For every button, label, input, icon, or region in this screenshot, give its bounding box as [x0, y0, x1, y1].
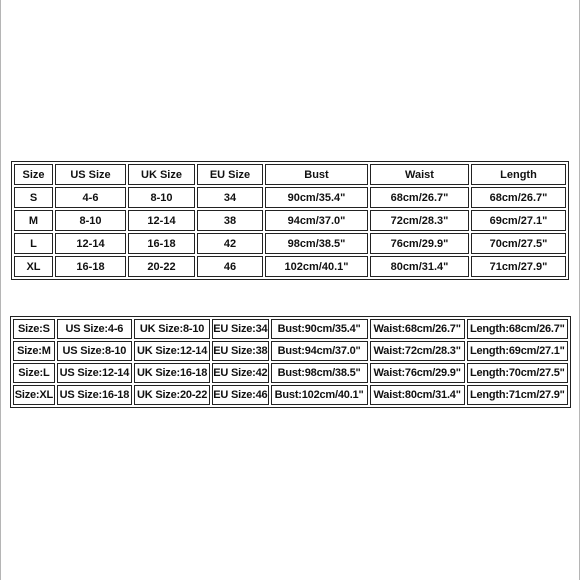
table-cell: 12-14 [128, 210, 195, 231]
table-cell: UK Size:16-18 [134, 363, 210, 383]
size-list-body [13, 319, 568, 405]
table-row [14, 210, 566, 231]
table-cell: 71cm/27.9" [471, 256, 566, 277]
header-cell: US Size [55, 164, 126, 185]
table-cell: 70cm/27.5" [471, 233, 566, 254]
table-cell: UK Size:20-22 [134, 385, 210, 405]
table-cell: 12-14 [55, 233, 126, 254]
table-row [14, 256, 566, 277]
table-row [13, 385, 568, 405]
table-cell: 38 [197, 210, 263, 231]
table-row [14, 187, 566, 208]
table-cell: 8-10 [55, 210, 126, 231]
size-list-table [10, 316, 571, 408]
table-cell: 90cm/35.4" [265, 187, 368, 208]
table-cell: Bust:94cm/37.0" [271, 341, 368, 361]
header-cell: Waist [370, 164, 469, 185]
size-chart-table [11, 161, 569, 280]
table-cell: S [14, 187, 53, 208]
table-cell: 34 [197, 187, 263, 208]
table-cell: Length:70cm/27.5" [467, 363, 568, 383]
table-cell: 16-18 [55, 256, 126, 277]
table-cell: 4-6 [55, 187, 126, 208]
table-cell: UK Size:8-10 [134, 319, 210, 339]
table-row [14, 233, 566, 254]
table-cell: Size:S [13, 319, 55, 339]
header-cell: Bust [265, 164, 368, 185]
table-cell: 80cm/31.4" [370, 256, 469, 277]
header-cell: Size [14, 164, 53, 185]
table-cell: US Size:16-18 [57, 385, 132, 405]
table-cell: Waist:68cm/26.7" [370, 319, 465, 339]
table-cell: 46 [197, 256, 263, 277]
table-cell: 94cm/37.0" [265, 210, 368, 231]
table-cell: Length:69cm/27.1" [467, 341, 568, 361]
table-cell: L [14, 233, 53, 254]
header-cell: Length [471, 164, 566, 185]
table-cell: Size:XL [13, 385, 55, 405]
table-cell: US Size:4-6 [57, 319, 132, 339]
table-cell: Waist:80cm/31.4" [370, 385, 465, 405]
header-cell: EU Size [197, 164, 263, 185]
table-cell: EU Size:42 [212, 363, 268, 383]
table-row [13, 341, 568, 361]
table-cell: XL [14, 256, 53, 277]
table-cell: Size:L [13, 363, 55, 383]
header-cell: UK Size [128, 164, 195, 185]
table-cell: 68cm/26.7" [471, 187, 566, 208]
table-cell: US Size:8-10 [57, 341, 132, 361]
table-cell: Waist:72cm/28.3" [370, 341, 465, 361]
table-cell: Bust:90cm/35.4" [271, 319, 368, 339]
table-cell: 102cm/40.1" [265, 256, 368, 277]
table-cell: US Size:12-14 [57, 363, 132, 383]
table-cell: 20-22 [128, 256, 195, 277]
size-chart-body [14, 164, 566, 277]
table-cell: 72cm/28.3" [370, 210, 469, 231]
table-cell: Waist:76cm/29.9" [370, 363, 465, 383]
table-cell: UK Size:12-14 [134, 341, 210, 361]
table-cell: 68cm/26.7" [370, 187, 469, 208]
table-cell: EU Size:34 [212, 319, 268, 339]
table-cell: EU Size:38 [212, 341, 268, 361]
table-cell: Length:71cm/27.9" [467, 385, 568, 405]
table-cell: EU Size:46 [212, 385, 268, 405]
table-cell: Bust:98cm/38.5" [271, 363, 368, 383]
table-cell: M [14, 210, 53, 231]
table-row [13, 363, 568, 383]
table-cell: 42 [197, 233, 263, 254]
table-cell: 98cm/38.5" [265, 233, 368, 254]
table-cell: Bust:102cm/40.1" [271, 385, 368, 405]
table-cell: 76cm/29.9" [370, 233, 469, 254]
table-cell: 69cm/27.1" [471, 210, 566, 231]
table-row [13, 319, 568, 339]
table-cell: Length:68cm/26.7" [467, 319, 568, 339]
table-cell: Size:M [13, 341, 55, 361]
table-header-row [14, 164, 566, 185]
table-cell: 16-18 [128, 233, 195, 254]
table-cell: 8-10 [128, 187, 195, 208]
